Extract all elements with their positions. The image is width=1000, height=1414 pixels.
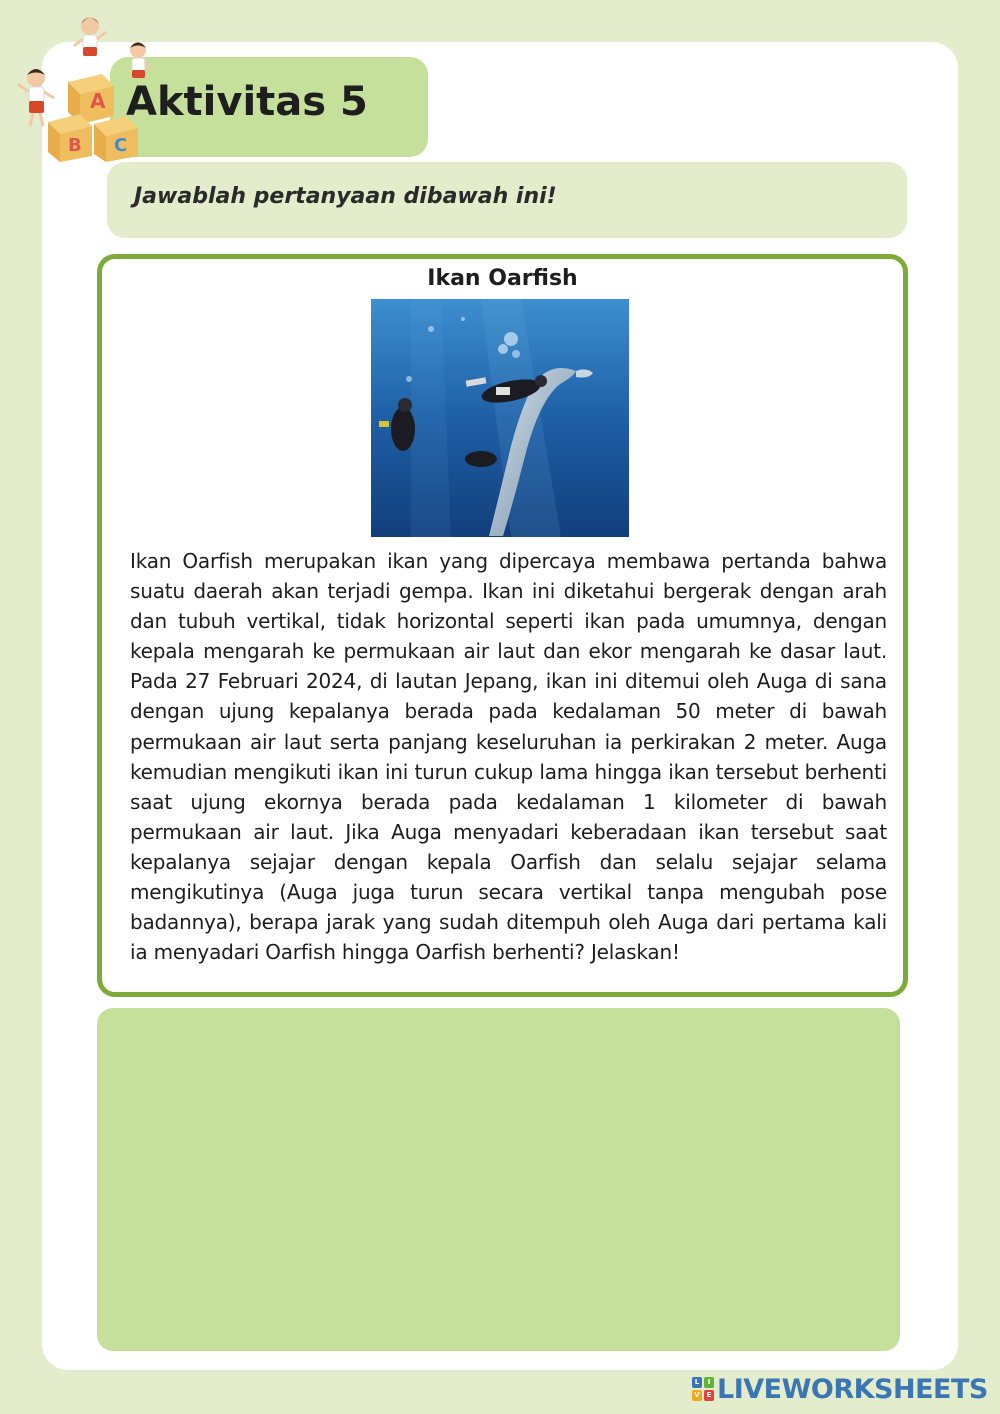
- logo-text: LIVEWORKSHEETS: [717, 1373, 988, 1405]
- logo-tile-i: I: [704, 1377, 714, 1388]
- activity-title: Aktivitas 5: [126, 79, 368, 125]
- story-paragraph: Ikan Oarfish merupakan ikan yang dipercaya membawa pertanda bahwa suatu daerah akan terjadi gempa. Ikan ini diketahui bergerak dengan arah dan tubuh vertikal, tidak horizontal seperti ikan pada umumnya, dengan kepala mengarah ke permukaan air laut dan ekor mengarah ke dasar laut. Pada 27 Februari 2024, di lautan Jepang, ikan ini ditemui oleh Auga di sana dengan ujung kepalanya berada pada kedalaman 50 meter di bawah permukaan air laut serta panjang keseluruhan ia perkirakan 2 meter. Auga kemudian mengikuti ikan ini turun cukup lama hingga ikan tersebut berhenti saat ujung ekornya berada pada kedalaman 1 kilometer di bawah permukaan air laut. Jika Auga menyadari keberadaan ikan tersebut saat kepalanya sejajar dengan kepala Oarfish dan selalu sejajar selama mengikutinya (Auga juga turun secara vertikal tanpa mengubah pose badannya), berapa jarak yang sudah ditempuh oleh Auga dari pertama kali ia menyadari Oarfish hingga Oarfish berhenti? Jelaskan!: [130, 549, 887, 965]
- block-letter-c: C: [114, 135, 128, 156]
- instruction-text: Jawablah pertanyaan dibawah ini!: [134, 184, 557, 209]
- oarfish-divers-photo: [371, 299, 629, 537]
- logo-tile-grid: [692, 1377, 714, 1401]
- block-letter-a: A: [90, 89, 106, 113]
- logo-tile-e: E: [704, 1390, 714, 1401]
- answer-area[interactable]: [97, 1008, 900, 1351]
- liveworksheets-logo: [692, 1372, 988, 1406]
- logo-tile-l: L: [692, 1377, 702, 1388]
- block-letter-b: B: [68, 135, 82, 156]
- logo-tile-v: V: [692, 1390, 702, 1401]
- story-title: Ikan Oarfish: [427, 266, 578, 291]
